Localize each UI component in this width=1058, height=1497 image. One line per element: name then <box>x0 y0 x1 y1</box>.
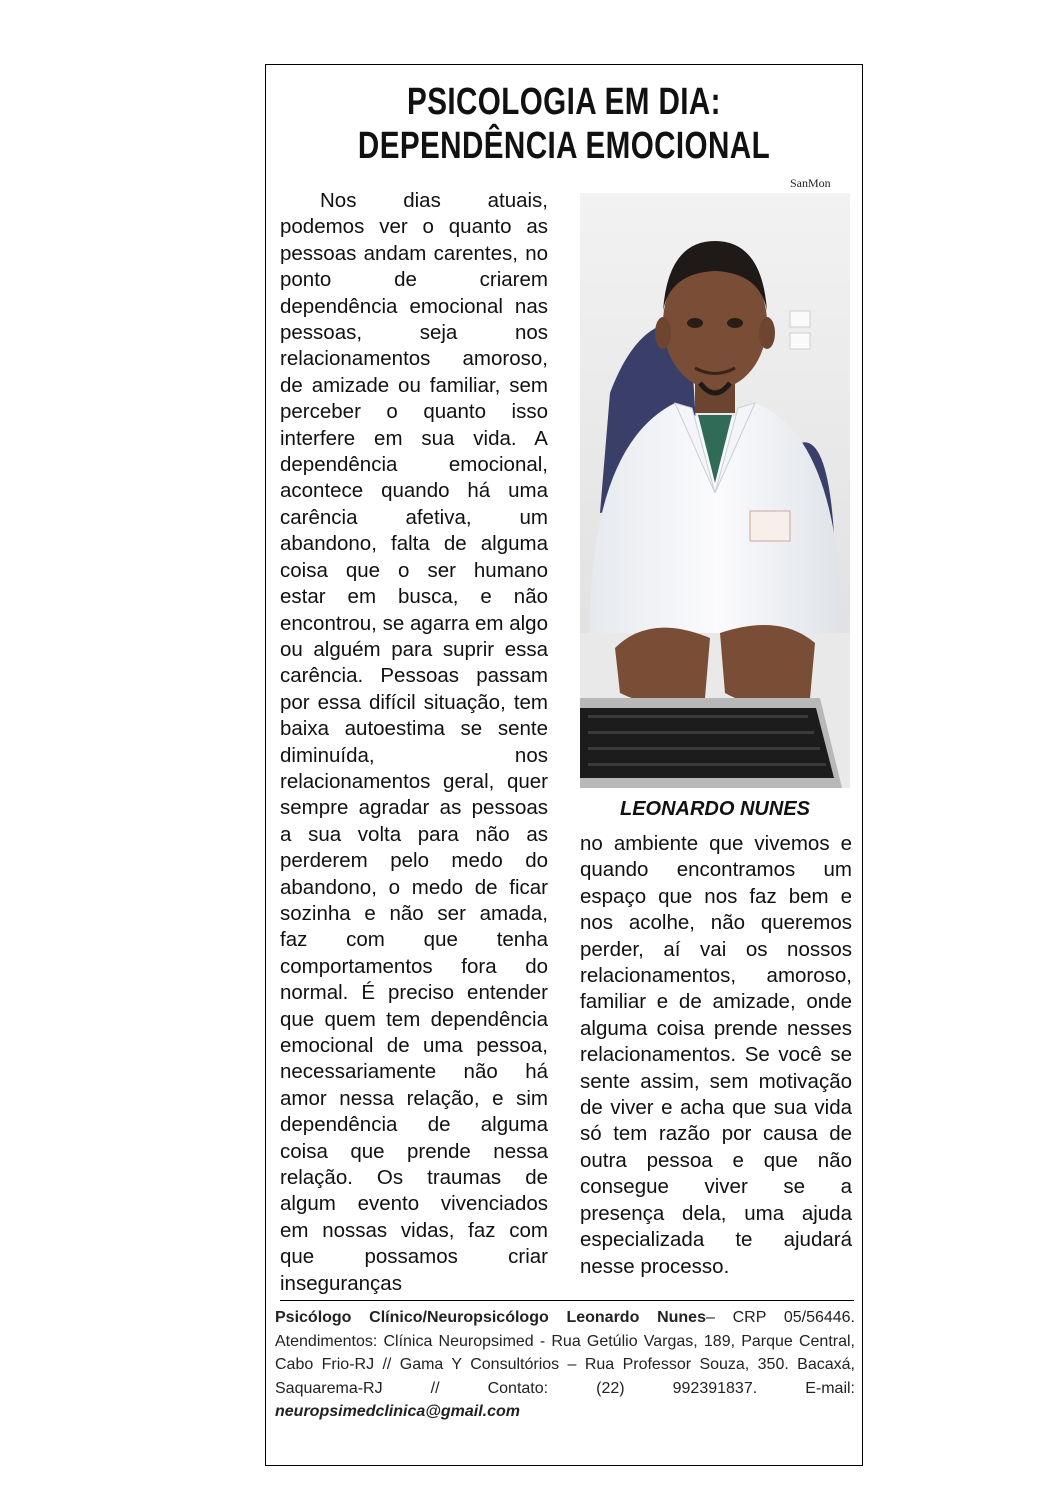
author-contact-details: Atendimentos: Clínica Neuropsimed - Rua Getúlio Vargas, 189, Parque Central, Cabo Frio-RJ // Gama Y Consultórios – Rua Professor Souza, 350. Bacaxá, Saquarema-RJ // Contato: (22) 992391837. E-mail: <box>275 1332 855 1397</box>
article-title <box>331 80 797 168</box>
title-line-2: DEPENDÊNCIA EMOCIONAL <box>357 125 771 167</box>
photo-credit: SanMon <box>790 176 831 190</box>
article-body-left-column <box>280 188 548 1297</box>
title-line-1: PSICOLOGIA EM DIA: <box>407 81 721 123</box>
author-footer <box>275 1306 855 1424</box>
article-body-right-column <box>580 831 852 1280</box>
author-photo <box>580 193 850 788</box>
author-crp: – CRP 05/56446. <box>705 1309 856 1326</box>
author-name: Psicólogo Clínico/Neuropsicólogo Leonardo Nunes <box>275 1309 706 1326</box>
photo-caption: LEONARDO NUNES <box>619 798 810 820</box>
footer-divider <box>280 1300 854 1301</box>
author-photo-illustration <box>580 193 850 788</box>
author-email: neuropsimedclinica@gmail.com <box>275 1403 520 1420</box>
body-paragraph-left: Nos dias atuais, podemos ver o quanto as pessoas andam carentes, no ponto de criarem dependência emocional nas pessoas, seja nos relacionamentos amoroso, de amizade ou familiar, sem perceber o quanto isso interfere em sua vida. A dependência emocional, acontece quando há uma carência afetiva, um abandono, falta de alguma coisa que o ser humano estar em busca, e não encontrou, se agarra em algo ou alguém para suprir essa carência. Pessoas passam por essa difícil situação, tem baixa autoestima se sente diminuída, nos relacionamentos geral, quer sempre agradar as pessoas a sua volta para não as perderem pelo medo do abandono, o medo de ficar sozinha e não ser amada, faz com que tenha comportamentos fora do normal. É preciso entender que quem tem dependência emocional de uma pessoa, necessariamente não há amor nessa relação, e sim dependência de alguma coisa que prende nessa relação. Os traumas de algum evento vivenciados em nossas vidas, faz com que possamos criar inseguranças <box>280 189 548 1295</box>
body-paragraph-right: no ambiente que vivemos e quando encontramos um espaço que nos faz bem e nos acolhe, não queremos perder, aí vai os nossos relacionamentos, amoroso, familiar e de amizade, onde alguma coisa prende nesses relacionamentos. Se você se sente assim, sem motivação de viver e acha que sua vida só tem razão por causa de outra pessoa e que não consegue viver se a presença dela, uma ajuda especializada te ajudará nesse processo. <box>580 832 852 1278</box>
